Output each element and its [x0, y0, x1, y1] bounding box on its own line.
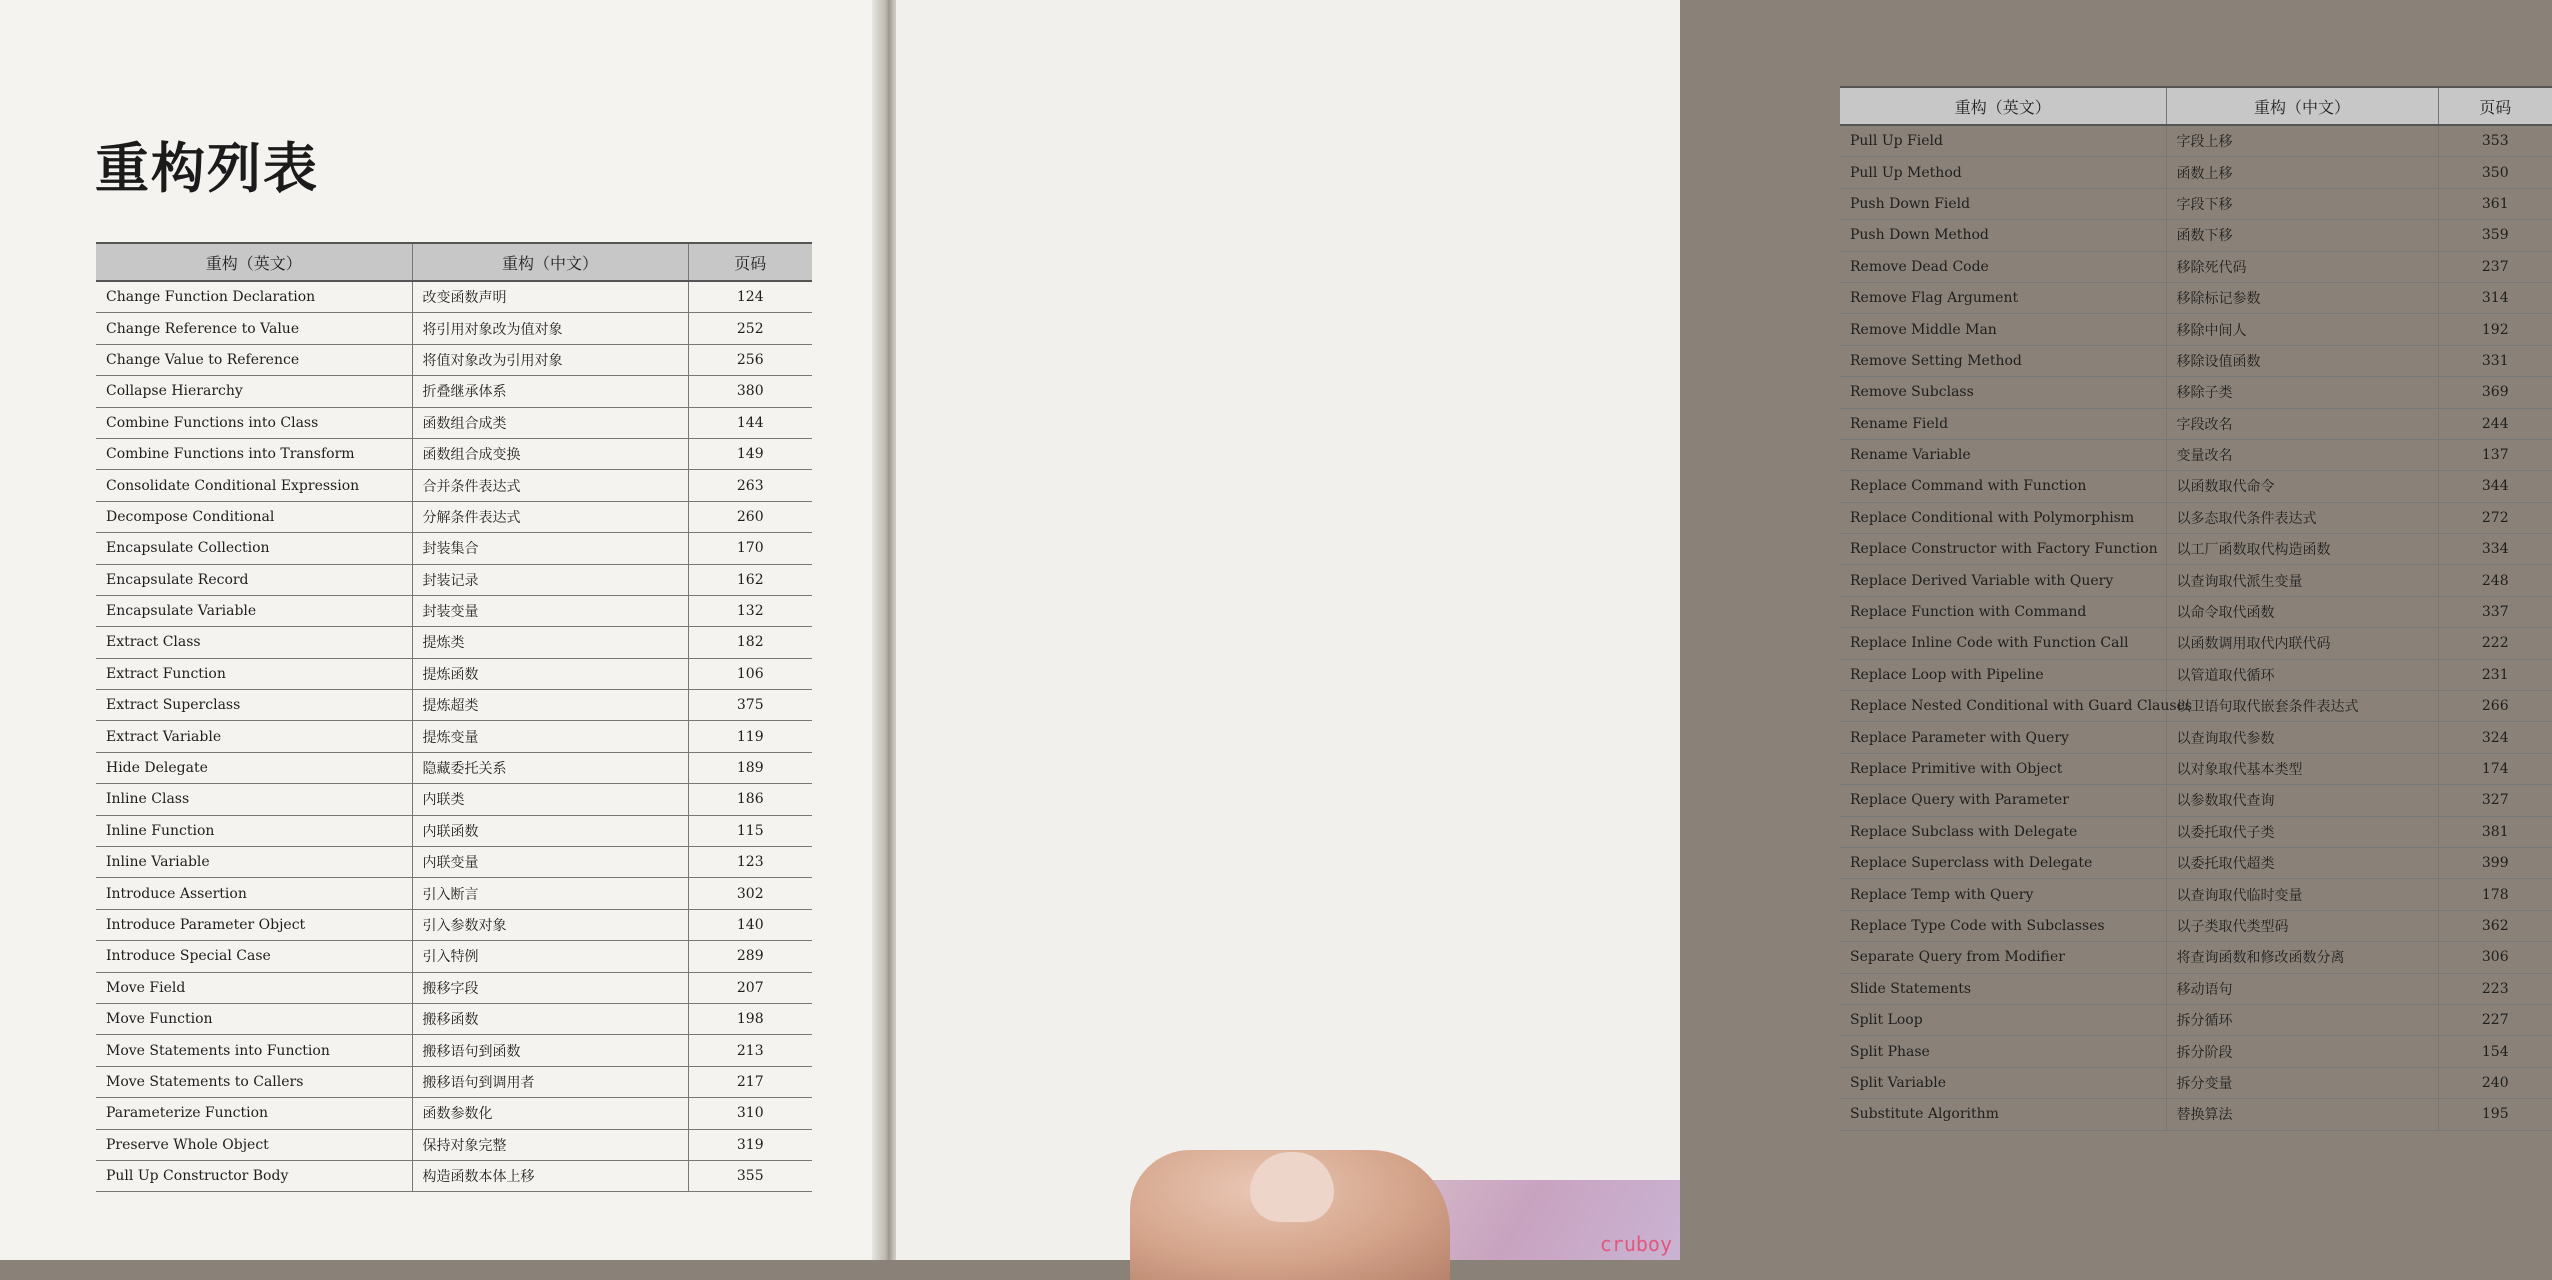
- table-row: [96, 1098, 812, 1129]
- refactoring-english-name: Split Phase: [1840, 1036, 2166, 1067]
- refactoring-chinese-name: 以函数取代命令: [2166, 471, 2438, 502]
- refactoring-english-name: Change Value to Reference: [96, 344, 412, 375]
- refactoring-english-name: Split Loop: [1840, 1004, 2166, 1035]
- refactoring-english-name: Combine Functions into Class: [96, 407, 412, 438]
- refactoring-chinese-name: 变量改名: [2166, 439, 2438, 470]
- refactoring-chinese-name: 隐藏委托关系: [412, 752, 688, 783]
- refactoring-english-name: Inline Function: [96, 815, 412, 846]
- page-number: 237: [2438, 251, 2552, 282]
- refactoring-english-name: Preserve Whole Object: [96, 1129, 412, 1160]
- page-number: 124: [688, 281, 812, 313]
- refactoring-english-name: Replace Parameter with Query: [1840, 722, 2166, 753]
- table-row: [1840, 973, 2552, 1004]
- refactoring-chinese-name: 提炼变量: [412, 721, 688, 752]
- table-row: [96, 658, 812, 689]
- refactoring-english-name: Extract Function: [96, 658, 412, 689]
- page-title: 重构列表: [95, 137, 319, 200]
- page-number: 186: [688, 784, 812, 815]
- table-header-row: [96, 243, 812, 281]
- table-row: [96, 407, 812, 438]
- refactoring-english-name: Replace Type Code with Subclasses: [1840, 910, 2166, 941]
- table-row: [96, 564, 812, 595]
- refactoring-english-name: Extract Class: [96, 627, 412, 658]
- page-number: 144: [688, 407, 812, 438]
- table-row: [1840, 785, 2552, 816]
- table-row: [96, 878, 812, 909]
- page-number: 223: [2438, 973, 2552, 1004]
- refactoring-chinese-name: 以对象取代基本类型: [2166, 753, 2438, 784]
- page-number: 213: [688, 1035, 812, 1066]
- table-row: [1840, 157, 2552, 188]
- refactoring-chinese-name: 折叠继承体系: [412, 376, 688, 407]
- table-row: [1840, 125, 2552, 157]
- page-number: 289: [688, 941, 812, 972]
- refactoring-chinese-name: 移除死代码: [2166, 251, 2438, 282]
- refactoring-english-name: Introduce Parameter Object: [96, 909, 412, 940]
- page-number: 217: [688, 1066, 812, 1097]
- refactoring-english-name: Pull Up Field: [1840, 125, 2166, 157]
- page-number: 306: [2438, 942, 2552, 973]
- table-row: [1840, 753, 2552, 784]
- refactoring-chinese-name: 函数组合成类: [412, 407, 688, 438]
- page-number: 334: [2438, 534, 2552, 565]
- page-number: 256: [688, 344, 812, 375]
- table-row: [1840, 1036, 2552, 1067]
- refactoring-chinese-name: 移动语句: [2166, 973, 2438, 1004]
- refactoring-english-name: Pull Up Constructor Body: [96, 1160, 412, 1191]
- table-row: [1840, 879, 2552, 910]
- refactoring-chinese-name: 以参数取代查询: [2166, 785, 2438, 816]
- refactoring-english-name: Encapsulate Variable: [96, 595, 412, 626]
- page-number: 198: [688, 1003, 812, 1034]
- refactoring-chinese-name: 函数组合成变换: [412, 438, 688, 469]
- page-number: 248: [2438, 565, 2552, 596]
- page-number: 324: [2438, 722, 2552, 753]
- refactoring-chinese-name: 以查询取代参数: [2166, 722, 2438, 753]
- left-page: [0, 0, 884, 1260]
- table-row: [96, 690, 812, 721]
- table-row: [96, 376, 812, 407]
- refactoring-chinese-name: 将查询函数和修改函数分离: [2166, 942, 2438, 973]
- table-row: [96, 595, 812, 626]
- refactoring-chinese-name: 拆分循环: [2166, 1004, 2438, 1035]
- page-number: 381: [2438, 816, 2552, 847]
- refactoring-chinese-name: 封装集合: [412, 533, 688, 564]
- page-number: 244: [2438, 408, 2552, 439]
- page-number: 189: [688, 752, 812, 783]
- refactoring-english-name: Move Statements into Function: [96, 1035, 412, 1066]
- page-number: 399: [2438, 847, 2552, 878]
- page-number: 252: [688, 313, 812, 344]
- page-number: 123: [688, 847, 812, 878]
- page-number: 359: [2438, 220, 2552, 251]
- refactoring-chinese-name: 字段改名: [2166, 408, 2438, 439]
- header-page: 页码: [688, 243, 812, 281]
- refactoring-chinese-name: 以委托取代子类: [2166, 816, 2438, 847]
- page-number: 149: [688, 438, 812, 469]
- page-number: 227: [2438, 1004, 2552, 1035]
- page-number: 310: [688, 1098, 812, 1129]
- refactoring-english-name: Decompose Conditional: [96, 501, 412, 532]
- page-number: 137: [2438, 439, 2552, 470]
- page-number: 272: [2438, 502, 2552, 533]
- table-row: [96, 627, 812, 658]
- refactoring-english-name: Replace Loop with Pipeline: [1840, 659, 2166, 690]
- page-number: 195: [2438, 1099, 2552, 1130]
- table-row: [96, 533, 812, 564]
- refactoring-chinese-name: 改变函数声明: [412, 281, 688, 313]
- page-number: 207: [688, 972, 812, 1003]
- table-row: [96, 972, 812, 1003]
- table-row: [96, 1003, 812, 1034]
- refactoring-english-name: Combine Functions into Transform: [96, 438, 412, 469]
- refactoring-english-name: Introduce Special Case: [96, 941, 412, 972]
- refactoring-chinese-name: 引入参数对象: [412, 909, 688, 940]
- table-row: [1840, 1067, 2552, 1098]
- table-row: [1840, 659, 2552, 690]
- refactoring-chinese-name: 保持对象完整: [412, 1129, 688, 1160]
- table-row: [1840, 816, 2552, 847]
- refactoring-chinese-name: 以工厂函数取代构造函数: [2166, 534, 2438, 565]
- page-number: 182: [688, 627, 812, 658]
- refactoring-english-name: Substitute Algorithm: [1840, 1099, 2166, 1130]
- page-number: 337: [2438, 596, 2552, 627]
- header-english: 重构（英文）: [1840, 87, 2166, 125]
- table-header-row: [1840, 87, 2552, 125]
- refactoring-chinese-name: 移除中间人: [2166, 314, 2438, 345]
- table-row: [1840, 220, 2552, 251]
- table-row: [96, 1129, 812, 1160]
- refactoring-english-name: Remove Subclass: [1840, 377, 2166, 408]
- refactoring-english-name: Move Field: [96, 972, 412, 1003]
- refactoring-chinese-name: 引入特例: [412, 941, 688, 972]
- refactoring-chinese-name: 函数下移: [2166, 220, 2438, 251]
- table-row: [1840, 1004, 2552, 1035]
- refactoring-chinese-name: 搬移语句到函数: [412, 1035, 688, 1066]
- page-number: 178: [2438, 879, 2552, 910]
- refactoring-english-name: Parameterize Function: [96, 1098, 412, 1129]
- table-row: [1840, 596, 2552, 627]
- refactoring-english-name: Consolidate Conditional Expression: [96, 470, 412, 501]
- right-page: [896, 0, 2512, 1260]
- refactoring-english-name: Rename Variable: [1840, 439, 2166, 470]
- page-number: 350: [2438, 157, 2552, 188]
- refactoring-english-name: Extract Variable: [96, 721, 412, 752]
- table-row: [96, 752, 812, 783]
- refactoring-english-name: Introduce Assertion: [96, 878, 412, 909]
- refactoring-english-name: Remove Setting Method: [1840, 345, 2166, 376]
- table-row: [96, 1160, 812, 1191]
- refactoring-english-name: Rename Field: [1840, 408, 2166, 439]
- refactoring-english-name: Move Statements to Callers: [96, 1066, 412, 1097]
- page-number: 362: [2438, 910, 2552, 941]
- refactoring-english-name: Remove Flag Argument: [1840, 282, 2166, 313]
- refactoring-english-name: Replace Conditional with Polymorphism: [1840, 502, 2166, 533]
- refactoring-chinese-name: 内联类: [412, 784, 688, 815]
- table-row: [1840, 439, 2552, 470]
- table-row: [1840, 628, 2552, 659]
- refactoring-english-name: Separate Query from Modifier: [1840, 942, 2166, 973]
- page-number: 331: [2438, 345, 2552, 376]
- table-row: [96, 438, 812, 469]
- refactoring-chinese-name: 以查询取代派生变量: [2166, 565, 2438, 596]
- refactoring-chinese-name: 字段上移: [2166, 125, 2438, 157]
- refactoring-chinese-name: 函数参数化: [412, 1098, 688, 1129]
- thumbnail: [1250, 1152, 1334, 1222]
- refactoring-english-name: Change Reference to Value: [96, 313, 412, 344]
- refactoring-chinese-name: 将引用对象改为值对象: [412, 313, 688, 344]
- header-english: 重构（英文）: [96, 243, 412, 281]
- refactoring-chinese-name: 替换算法: [2166, 1099, 2438, 1130]
- table-row: [96, 784, 812, 815]
- refactoring-english-name: Extract Superclass: [96, 690, 412, 721]
- refactoring-chinese-name: 以多态取代条件表达式: [2166, 502, 2438, 533]
- table-row: [1840, 1099, 2552, 1130]
- refactoring-chinese-name: 移除子类: [2166, 377, 2438, 408]
- refactoring-chinese-name: 以命令取代函数: [2166, 596, 2438, 627]
- refactoring-english-name: Pull Up Method: [1840, 157, 2166, 188]
- table-row: [96, 344, 812, 375]
- page-number: 222: [2438, 628, 2552, 659]
- page-number: 115: [688, 815, 812, 846]
- refactoring-english-name: Encapsulate Record: [96, 564, 412, 595]
- page-number: 361: [2438, 188, 2552, 219]
- page-number: 314: [2438, 282, 2552, 313]
- refactoring-chinese-name: 引入断言: [412, 878, 688, 909]
- refactoring-chinese-name: 以函数调用取代内联代码: [2166, 628, 2438, 659]
- header-chinese: 重构（中文）: [2166, 87, 2438, 125]
- refactoring-chinese-name: 提炼函数: [412, 658, 688, 689]
- refactoring-chinese-name: 搬移语句到调用者: [412, 1066, 688, 1097]
- page-number: 327: [2438, 785, 2552, 816]
- page-number: 260: [688, 501, 812, 532]
- table-row: [96, 909, 812, 940]
- page-number: 162: [688, 564, 812, 595]
- table-row: [1840, 471, 2552, 502]
- refactoring-english-name: Replace Nested Conditional with Guard Clauses: [1840, 691, 2166, 722]
- table-row: [1840, 251, 2552, 282]
- refactoring-chinese-name: 内联变量: [412, 847, 688, 878]
- table-row: [96, 847, 812, 878]
- page-number: 263: [688, 470, 812, 501]
- watermark: cruboy: [1599, 1232, 1672, 1256]
- page-number: 344: [2438, 471, 2552, 502]
- refactoring-chinese-name: 以子类取代类型码: [2166, 910, 2438, 941]
- refactoring-chinese-name: 以委托取代超类: [2166, 847, 2438, 878]
- table-row: [96, 470, 812, 501]
- refactoring-english-name: Replace Derived Variable with Query: [1840, 565, 2166, 596]
- table-row: [1840, 314, 2552, 345]
- table-row: [1840, 691, 2552, 722]
- refactoring-chinese-name: 封装变量: [412, 595, 688, 626]
- refactoring-english-name: Replace Constructor with Factory Function: [1840, 534, 2166, 565]
- refactoring-chinese-name: 搬移字段: [412, 972, 688, 1003]
- page-number: 140: [688, 909, 812, 940]
- refactoring-english-name: Replace Temp with Query: [1840, 879, 2166, 910]
- table-row: [1840, 345, 2552, 376]
- refactoring-chinese-name: 搬移函数: [412, 1003, 688, 1034]
- table-row: [96, 815, 812, 846]
- refactoring-english-name: Replace Command with Function: [1840, 471, 2166, 502]
- table-row: [1840, 534, 2552, 565]
- table-row: [96, 313, 812, 344]
- table-row: [1840, 502, 2552, 533]
- refactoring-chinese-name: 函数上移: [2166, 157, 2438, 188]
- refactoring-chinese-name: 封装记录: [412, 564, 688, 595]
- refactoring-chinese-name: 移除标记参数: [2166, 282, 2438, 313]
- page-number: 319: [688, 1129, 812, 1160]
- page-number: 231: [2438, 659, 2552, 690]
- refactoring-chinese-name: 分解条件表达式: [412, 501, 688, 532]
- refactoring-english-name: Push Down Field: [1840, 188, 2166, 219]
- table-row: [1840, 377, 2552, 408]
- table-row: [96, 1035, 812, 1066]
- refactoring-chinese-name: 构造函数本体上移: [412, 1160, 688, 1191]
- page-number: 355: [688, 1160, 812, 1191]
- table-row: [1840, 188, 2552, 219]
- refactoring-english-name: Replace Subclass with Delegate: [1840, 816, 2166, 847]
- table-row: [1840, 722, 2552, 753]
- table-row: [96, 1066, 812, 1097]
- page-number: 154: [2438, 1036, 2552, 1067]
- refactoring-chinese-name: 拆分变量: [2166, 1067, 2438, 1098]
- refactoring-english-name: Replace Query with Parameter: [1840, 785, 2166, 816]
- refactoring-chinese-name: 以卫语句取代嵌套条件表达式: [2166, 691, 2438, 722]
- table-row: [1840, 942, 2552, 973]
- refactoring-table-right: [1840, 86, 2552, 1131]
- refactoring-english-name: Hide Delegate: [96, 752, 412, 783]
- page-number: 192: [2438, 314, 2552, 345]
- table-row: [1840, 282, 2552, 313]
- page-number: 170: [688, 533, 812, 564]
- refactoring-chinese-name: 以查询取代临时变量: [2166, 879, 2438, 910]
- refactoring-chinese-name: 内联函数: [412, 815, 688, 846]
- refactoring-chinese-name: 拆分阶段: [2166, 1036, 2438, 1067]
- refactoring-english-name: Inline Variable: [96, 847, 412, 878]
- page-number: 174: [2438, 753, 2552, 784]
- refactoring-english-name: Replace Primitive with Object: [1840, 753, 2166, 784]
- refactoring-english-name: Replace Superclass with Delegate: [1840, 847, 2166, 878]
- page-number: 302: [688, 878, 812, 909]
- page-number: 375: [688, 690, 812, 721]
- refactoring-english-name: Remove Dead Code: [1840, 251, 2166, 282]
- refactoring-english-name: Replace Function with Command: [1840, 596, 2166, 627]
- refactoring-english-name: Split Variable: [1840, 1067, 2166, 1098]
- refactoring-english-name: Collapse Hierarchy: [96, 376, 412, 407]
- refactoring-chinese-name: 移除设值函数: [2166, 345, 2438, 376]
- table-row: [1840, 565, 2552, 596]
- refactoring-english-name: Inline Class: [96, 784, 412, 815]
- refactoring-chinese-name: 合并条件表达式: [412, 470, 688, 501]
- page-number: 266: [2438, 691, 2552, 722]
- table-row: [96, 281, 812, 313]
- refactoring-english-name: Replace Inline Code with Function Call: [1840, 628, 2166, 659]
- refactoring-table-left: [96, 242, 812, 1192]
- refactoring-english-name: Push Down Method: [1840, 220, 2166, 251]
- table-row: [1840, 408, 2552, 439]
- refactoring-chinese-name: 以管道取代循环: [2166, 659, 2438, 690]
- refactoring-english-name: Slide Statements: [1840, 973, 2166, 1004]
- header-page: 页码: [2438, 87, 2552, 125]
- page-number: 106: [688, 658, 812, 689]
- header-chinese: 重构（中文）: [412, 243, 688, 281]
- page-number: 132: [688, 595, 812, 626]
- table-row: [96, 501, 812, 532]
- page-number: 119: [688, 721, 812, 752]
- refactoring-english-name: Change Function Declaration: [96, 281, 412, 313]
- table-row: [1840, 847, 2552, 878]
- refactoring-chinese-name: 提炼超类: [412, 690, 688, 721]
- page-number: 369: [2438, 377, 2552, 408]
- table-row: [1840, 910, 2552, 941]
- refactoring-english-name: Remove Middle Man: [1840, 314, 2166, 345]
- refactoring-chinese-name: 将值对象改为引用对象: [412, 344, 688, 375]
- page-number: 240: [2438, 1067, 2552, 1098]
- page-number: 353: [2438, 125, 2552, 157]
- table-row: [96, 721, 812, 752]
- refactoring-chinese-name: 提炼类: [412, 627, 688, 658]
- page-number: 380: [688, 376, 812, 407]
- refactoring-chinese-name: 字段下移: [2166, 188, 2438, 219]
- refactoring-english-name: Move Function: [96, 1003, 412, 1034]
- table-row: [96, 941, 812, 972]
- refactoring-english-name: Encapsulate Collection: [96, 533, 412, 564]
